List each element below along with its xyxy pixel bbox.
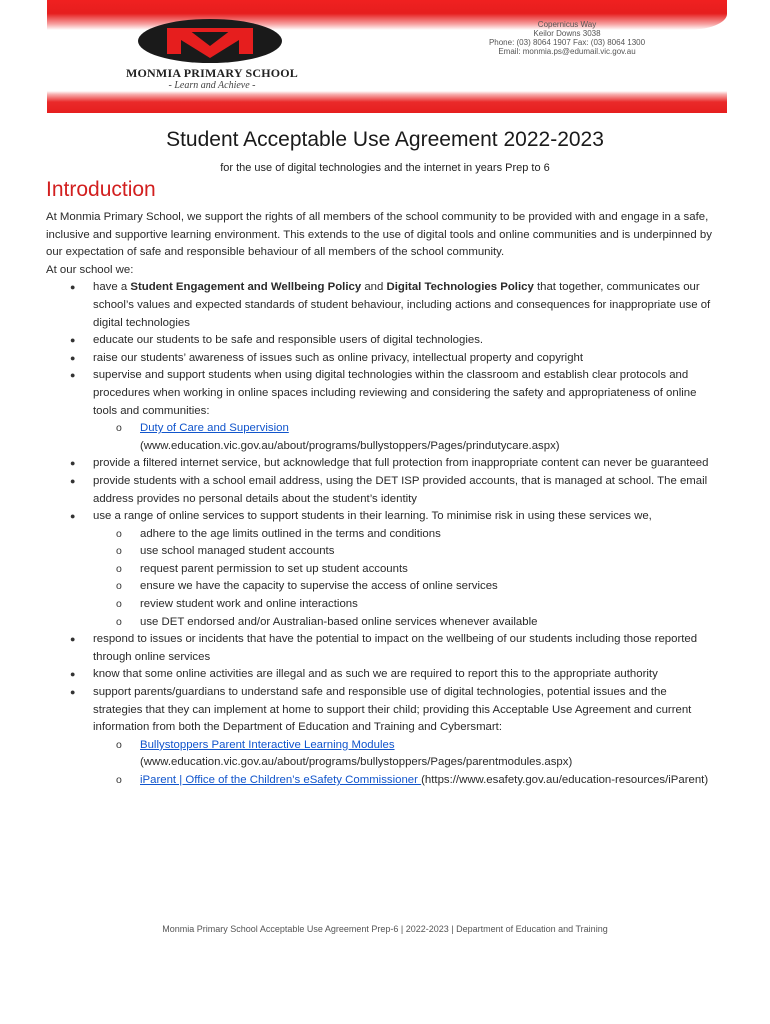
duty-of-care-link[interactable]: Duty of Care and Supervision bbox=[140, 422, 289, 435]
policy-name: Student Engagement and Wellbeing Policy bbox=[130, 281, 362, 294]
document-subtitle: for the use of digital technologies and the internet in years Prep to 6 bbox=[220, 162, 550, 174]
sub-list-item bbox=[93, 420, 716, 455]
link-url: (https://www.esafety.gov.au/education-resources/iParent) bbox=[421, 774, 709, 786]
sub-list-item: o request parent permission to set up student accounts bbox=[93, 561, 716, 579]
sub-list-item: o adhere to the age limits outlined in the terms and conditions bbox=[93, 526, 716, 544]
document-title: Student Acceptable Use Agreement 2022-2023 bbox=[166, 128, 604, 151]
sub-list-item: o use DET endorsed and/or Australian-based online services whenever available bbox=[93, 614, 716, 632]
policy-name: Digital Technologies Policy bbox=[386, 281, 534, 294]
sub-list bbox=[93, 737, 716, 790]
school-logo-icon bbox=[137, 18, 283, 64]
list-item: ● provide a filtered internet service, but acknowledge that full protection from inappropriate content can never be guaranteed bbox=[46, 455, 716, 473]
list-item: ● know that some online activities are illegal and as such we are required to report this to the appropriate authority bbox=[46, 666, 716, 684]
school-contact bbox=[467, 20, 667, 56]
link-url: (www.education.vic.gov.au/about/programs/bullystoppers/Pages/parentmodules.aspx) bbox=[140, 756, 573, 769]
sub-list bbox=[93, 420, 716, 455]
list-item: ● provide students with a school email address, using the DET ISP provided accounts, that is managed at school. The email address provides no personal details about the student’s identity bbox=[46, 473, 716, 508]
list-item: ● respond to issues or incidents that have the potential to impact on the wellbeing of our students including those reported through online services bbox=[46, 631, 716, 666]
intro-lead-in: At our school we: bbox=[46, 263, 134, 276]
school-name: MONMIA PRIMARY SCHOOL bbox=[126, 66, 298, 80]
iparent-link[interactable]: iParent | Office of the Children’s eSafety Commissioner bbox=[140, 774, 422, 786]
list-item: ● use a range of online services to support students in their learning. To minimise risk in using these services we, o adhere to the age limits outlined in the terms and conditions o use school managed student accounts o request parent permission to set up student accounts o ensure we have the capacity to supervise the access of online services o review student work and online interactions o use DET endorsed and/or Australian-based online services whenever available bbox=[46, 508, 716, 631]
sub-list-item: o use school managed student accounts bbox=[93, 543, 716, 561]
document-body bbox=[46, 209, 716, 790]
section-heading: Introduction bbox=[46, 178, 156, 201]
sub-list-item: o review student work and online interactions bbox=[93, 596, 716, 614]
sub-list-item bbox=[93, 737, 716, 772]
contact-address-street: Copernicus Way bbox=[537, 20, 597, 29]
sub-list-item bbox=[93, 772, 716, 790]
letterhead-bottom-band bbox=[47, 91, 727, 113]
list-item: ● have a Student Engagement and Wellbeing Policy and Digital Technologies Policy that together, communicates our school’s values and expected standards of student behaviour, including actions and consequences for inappropriate use of digital technologies bbox=[46, 279, 716, 332]
sub-list bbox=[93, 526, 716, 632]
list-item: ● support parents/guardians to understand safe and responsible use of digital technologies, potential issues and the strategies that they can implement at home to support their child; providing this Acceptable Use Agreement and current information from both the Department of Education and Training and Cybersmart: o Bullystoppers Parent Interactive Learning Modules (www.education.vic.gov.au/about/programs/bullystoppers/Pages/parentmodules.aspx) o iParent | Office of the Children’s eSafety Commissioner (https://www.esafety.gov.au/education-resources/iParent) bbox=[46, 684, 716, 790]
list-item: ● raise our students’ awareness of issues such as online privacy, intellectual property and copyright bbox=[46, 350, 716, 368]
contact-email: Email: monmia.ps@edumail.vic.gov.au bbox=[498, 47, 636, 56]
sub-list-item: o ensure we have the capacity to supervise the access of online services bbox=[93, 578, 716, 596]
intro-paragraph: At Monmia Primary School, we support the rights of all members of the school community to be provided with and engage in a safe, inclusive and supportive learning environment. This extends to the use of digital tools and online communities and is underpinned by our expectation of safe and responsible behaviour of all members of the school community. bbox=[46, 211, 712, 259]
link-url: (www.education.vic.gov.au/about/programs/bullystoppers/Pages/prindutycare.aspx) bbox=[140, 439, 560, 452]
school-motto: - Learn and Achieve - bbox=[168, 80, 256, 91]
letterhead bbox=[47, 0, 727, 113]
commitments-list bbox=[46, 279, 716, 789]
list-item: ● educate our students to be safe and responsible users of digital technologies. bbox=[46, 332, 716, 350]
contact-phone: Phone: (03) 8064 1907 Fax: (03) 8064 1300 bbox=[488, 38, 646, 47]
page-footer: Monmia Primary School Acceptable Use Agreement Prep-6 | 2022-2023 | Department of Education and Training bbox=[162, 924, 608, 934]
contact-address-suburb: Keilor Downs 3038 bbox=[533, 29, 601, 38]
bullystoppers-link[interactable]: Bullystoppers Parent Interactive Learning Modules bbox=[140, 738, 395, 751]
list-item: ● supervise and support students when using digital technologies within the classroom and establish clear protocols and procedures when working in online spaces including reviewing and considering the safety and appropriateness of online tools and communities: o Duty of Care and Supervision (www.education.vic.gov.au/about/programs/bullystoppers/Pages/prindutycare.aspx) bbox=[46, 367, 716, 455]
